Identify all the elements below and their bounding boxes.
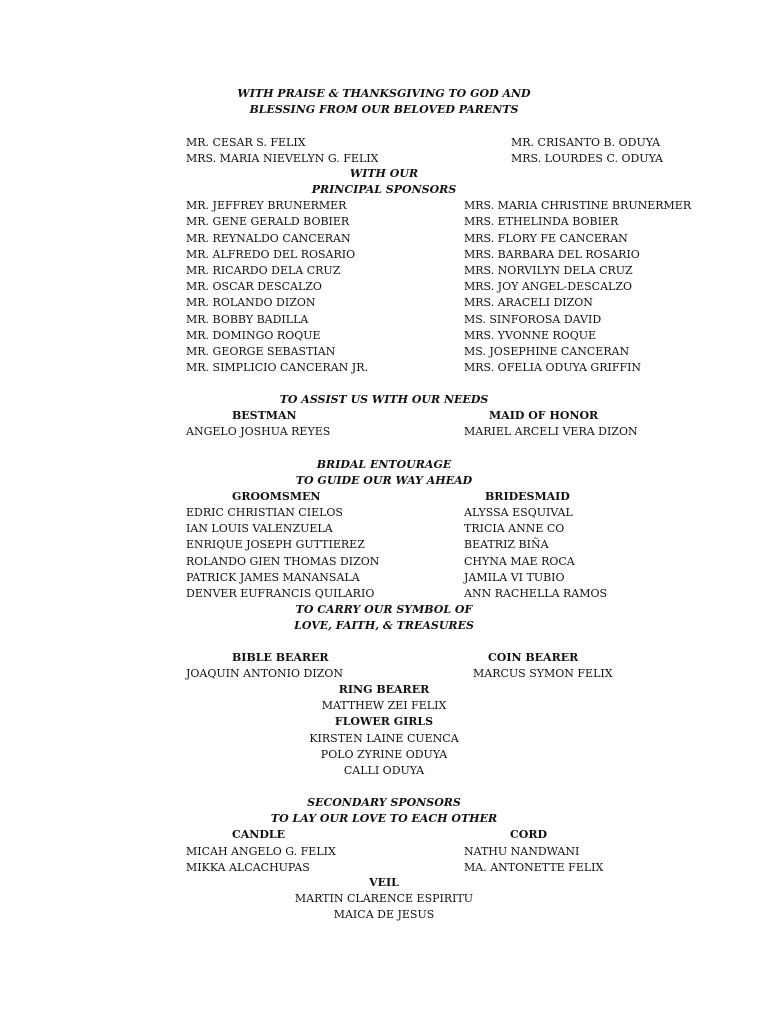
- groomsman: IAN LOUIS VALENZUELA: [186, 522, 333, 535]
- bridesmaid: CHYNA MAE ROCA: [464, 555, 575, 568]
- bible-bearer-name: JOAQUIN ANTONIO DIZON: [186, 667, 343, 680]
- flower-girl: CALLI ODUYA: [343, 764, 425, 777]
- flower-girl: POLO ZYRINE ODUYA: [320, 748, 448, 761]
- bible-bearer-label: BIBLE BEARER: [232, 651, 329, 664]
- bestman-name: ANGELO JOSHUA REYES: [186, 425, 331, 438]
- groom-mother: MRS. MARIA NIEVELYN G. FELIX: [186, 152, 379, 165]
- coin-bearer-name: MARCUS SYMON FELIX: [473, 667, 613, 680]
- sponsor-left: MR. SIMPLICIO CANCERAN JR.: [186, 361, 368, 374]
- sponsor-right: MS. SINFOROSA DAVID: [464, 313, 602, 326]
- candle-sponsor: MICAH ANGELO G. FELIX: [186, 845, 336, 858]
- sponsor-left: MR. GEORGE SEBASTIAN: [186, 345, 336, 358]
- sponsor-right: MRS. JOY ANGEL-DESCALZO: [464, 280, 632, 293]
- groomsman: ROLANDO GIEN THOMAS DIZON: [186, 555, 380, 568]
- ring-bearer-name: MATTHEW ZEI FELIX: [321, 699, 447, 712]
- veil-label: VEIL: [369, 876, 399, 889]
- heading-line-2: BLESSING FROM OUR BELOVED PARENTS: [249, 103, 519, 116]
- sponsor-right: MRS. BARBARA DEL ROSARIO: [464, 248, 640, 261]
- secondary-heading-1: SECONDARY SPONSORS: [307, 796, 461, 809]
- candle-label: CANDLE: [232, 828, 286, 841]
- veil-sponsor: MAICA DE JESUS: [333, 908, 435, 921]
- bridesmaid: TRICIA ANNE CO: [464, 522, 565, 535]
- heading-line-1: WITH PRAISE & THANKSGIVING TO GOD AND: [237, 87, 531, 100]
- sponsor-left: MR. RICARDO DELA CRUZ: [186, 264, 341, 277]
- coin-bearer-label: COIN BEARER: [488, 651, 579, 664]
- sponsor-left: MR. GENE GERALD BOBIER: [186, 215, 350, 228]
- candle-sponsor: MIKKA ALCACHUPAS: [186, 861, 310, 874]
- bridesmaid: ALYSSA ESQUIVAL: [464, 506, 573, 519]
- flower-girls-label: FLOWER GIRLS: [334, 715, 434, 728]
- bride-mother: MRS. LOURDES C. ODUYA: [511, 152, 663, 165]
- sponsor-left: MR. OSCAR DESCALZO: [186, 280, 322, 293]
- principal-heading-1: WITH OUR: [349, 167, 419, 180]
- groomsman: DENVER EUFRANCIS QUILARIO: [186, 587, 375, 600]
- sponsor-right: MS. JOSEPHINE CANCERAN: [464, 345, 630, 358]
- sponsor-left: MR. JEFFREY BRUNERMER: [186, 199, 347, 212]
- sponsor-left: MR. REYNALDO CANCERAN: [186, 232, 351, 245]
- cord-sponsor: MA. ANTONETTE FELIX: [464, 861, 604, 874]
- symbol-heading-2: LOVE, FAITH, & TREASURES: [294, 619, 474, 632]
- groomsman: PATRICK JAMES MANANSALA: [186, 571, 360, 584]
- bridesmaid: ANN RACHELLA RAMOS: [464, 587, 608, 600]
- bride-father: MR. CRISANTO B. ODUYA: [511, 136, 661, 149]
- sponsor-right: MRS. OFELIA ODUYA GRIFFIN: [464, 361, 642, 374]
- sponsor-right: MRS. YVONNE ROQUE: [464, 329, 597, 342]
- assist-heading: TO ASSIST US WITH OUR NEEDS: [279, 393, 489, 406]
- cord-sponsor: NATHU NANDWANI: [464, 845, 580, 858]
- sponsor-left: MR. ALFREDO DEL ROSARIO: [186, 248, 356, 261]
- sponsor-right: MRS. ETHELINDA BOBIER: [464, 215, 619, 228]
- secondary-heading-2: TO LAY OUR LOVE TO EACH OTHER: [270, 812, 498, 825]
- veil-sponsor: MARTIN CLARENCE ESPIRITU: [294, 892, 474, 905]
- groom-father: MR. CESAR S. FELIX: [186, 136, 306, 149]
- sponsor-left: MR. BOBBY BADILLA: [186, 313, 309, 326]
- groomsman: EDRIC CHRISTIAN CIELOS: [186, 506, 343, 519]
- ring-bearer-label: RING BEARER: [338, 683, 430, 696]
- bestman-label: BESTMAN: [232, 409, 297, 422]
- cord-label: CORD: [510, 828, 548, 841]
- groomsman: ENRIQUE JOSEPH GUTTIEREZ: [186, 538, 365, 551]
- sponsor-right: MRS. MARIA CHRISTINE BRUNERMER: [464, 199, 692, 212]
- symbol-heading-1: TO CARRY OUR SYMBOL OF: [295, 603, 473, 616]
- maid-of-honor-label: MAID OF HONOR: [489, 409, 599, 422]
- entourage-heading-2: TO GUIDE OUR WAY AHEAD: [295, 474, 473, 487]
- entourage-heading-1: BRIDAL ENTOURAGE: [316, 458, 452, 471]
- bridesmaid: JAMILA VI TUBIO: [464, 571, 565, 584]
- principal-heading-2: PRINCIPAL SPONSORS: [311, 183, 457, 196]
- sponsor-left: MR. ROLANDO DIZON: [186, 296, 316, 309]
- sponsor-right: MRS. ARACELI DIZON: [464, 296, 593, 309]
- maid-of-honor-name: MARIEL ARCELI VERA DIZON: [464, 425, 638, 438]
- sponsor-right: MRS. NORVILYN DELA CRUZ: [464, 264, 633, 277]
- flower-girl: KIRSTEN LAINE CUENCA: [309, 732, 459, 745]
- sponsor-left: MR. DOMINGO ROQUE: [186, 329, 321, 342]
- bridesmaid: BEATRIZ BIÑA: [464, 538, 549, 551]
- bridesmaid-label: BRIDESMAID: [485, 490, 570, 503]
- groomsmen-label: GROOMSMEN: [232, 490, 321, 503]
- sponsor-right: MRS. FLORY FE CANCERAN: [464, 232, 628, 245]
